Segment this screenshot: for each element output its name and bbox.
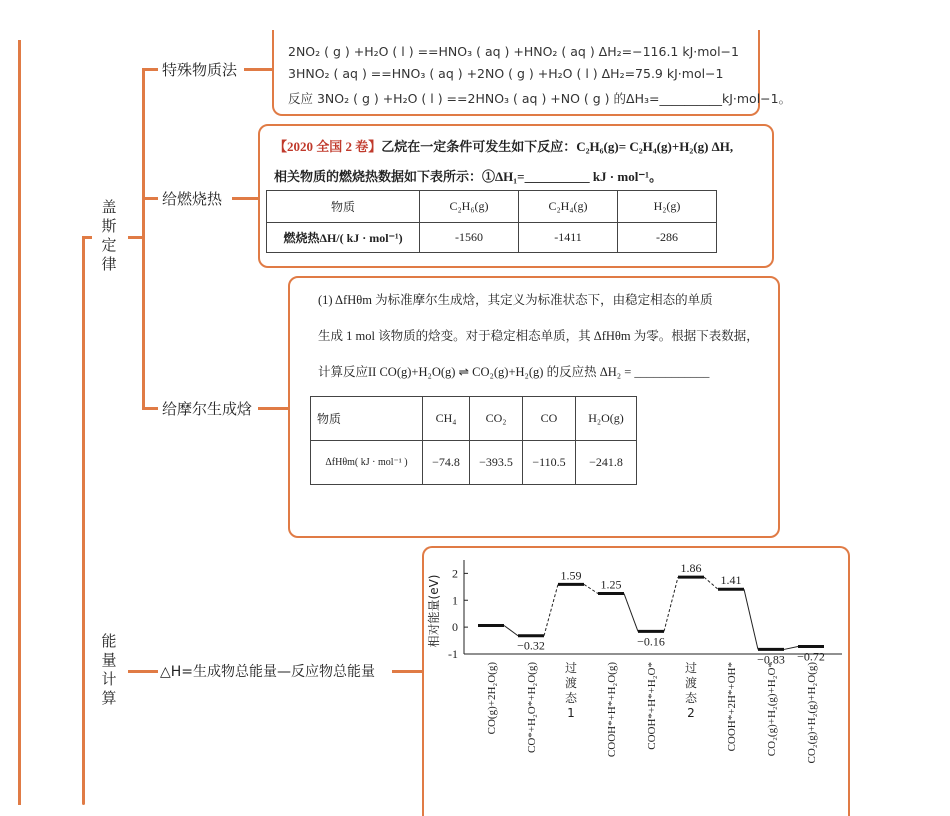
main-vertical-line xyxy=(18,40,21,805)
x-category-label: 2 xyxy=(687,706,695,720)
special-line-2: 3HNO₂ ( aq ) ==HNO₃ ( aq ) +2NO ( g ) +H₂O ( l ) ΔH₂=75.9 kJ·mol−1 xyxy=(288,66,724,81)
deltah-to-card xyxy=(392,670,422,673)
combustion-th-0: 物质 xyxy=(267,191,420,223)
y-tick-label: 2 xyxy=(452,566,458,581)
energy-value-label: −0.83 xyxy=(757,652,785,667)
energy-value-label: −0.32 xyxy=(517,638,545,653)
special-node: 特殊物质法 xyxy=(162,61,238,79)
energy-connector xyxy=(504,626,518,636)
formation-row-label: ΔfHθm( kJ · mol⁻¹ ) xyxy=(311,441,423,485)
formation-para-1: (1) ΔfHθm 为标准摩尔生成焓，其定义为标准状态下，由稳定相态的单质 xyxy=(318,293,713,307)
deltah-node: △H=生成物总能量—反应物总能量 xyxy=(160,664,376,680)
x-category-label: CO(g)+2H₂O(g) xyxy=(486,662,498,735)
x-category-label: 渡 xyxy=(564,676,578,690)
energy-connector xyxy=(544,584,558,635)
x-category-label: 过 xyxy=(684,661,698,675)
energy-connector xyxy=(744,589,758,649)
formation-node: 给摩尔生成焓 xyxy=(162,400,253,418)
formation-para-3: 计算反应II CO(g)+H₂O(g) ⇌ CO₂(g)+H₂(g) 的反应热 ΔH₂ = ____________ xyxy=(318,365,710,379)
x-category-label: CO₂(g)+H₂(g)+H₂O(g) xyxy=(806,662,818,764)
energy-value-label: 1.86 xyxy=(680,561,702,576)
energy-value-label: 1.25 xyxy=(600,577,622,592)
x-category-label: 渡 xyxy=(684,676,698,690)
combustion-question-2: 相关物质的燃烧热数据如下表所示：①ΔH₁=__________ kJ · mol⁻¹。 xyxy=(274,169,663,184)
energy-value-label: −0.16 xyxy=(637,634,665,649)
question-text: 乙烷在一定条件可发生如下反应：C₂H₆(g)= C₂H₄(g)+H₂(g) ΔH, xyxy=(381,139,734,154)
nengliang-label: 能量计算 xyxy=(101,632,117,707)
energy-connector xyxy=(624,594,638,632)
formation-table xyxy=(310,396,637,485)
nengliang-connector xyxy=(128,670,158,673)
energy-connector xyxy=(704,577,718,589)
combustion-th-2: C₂H₄(g) xyxy=(519,191,618,223)
formation-th-4: H₂O(g) xyxy=(576,397,637,441)
formation-para-2: 生成 1 mol 该物质的焓变。对于稳定相态单质，其 ΔfHθm 为零。根据下表数据， xyxy=(318,329,759,343)
formation-val-2: −110.5 xyxy=(523,441,576,485)
gaisi-connector xyxy=(82,236,92,239)
energy-card xyxy=(422,546,850,816)
formation-th-1: CH₄ xyxy=(423,397,470,441)
special-to-card xyxy=(244,68,272,71)
special-line-3: 反应 3NO₂ ( g ) +H₂O ( l ) ==2HNO₃ ( aq ) +NO ( g ) 的ΔH₃=__________kJ·mol−1。 xyxy=(288,91,792,106)
gaisi-label: 盖斯定律 xyxy=(101,198,117,273)
energy-connector xyxy=(784,646,798,649)
special-card xyxy=(272,30,792,116)
formation-th-3: CO xyxy=(523,397,576,441)
x-category-label: 态 xyxy=(684,691,698,705)
y-axis-label: 相对能量(eV) xyxy=(427,574,441,648)
gaisi-bracket-line xyxy=(82,236,85,805)
x-category-label: CO*+H₂O*+H₂O(g) xyxy=(526,662,538,753)
combustion-node: 给燃烧热 xyxy=(162,190,223,208)
combustion-card xyxy=(258,124,774,268)
x-category-label: 过 xyxy=(564,661,578,675)
energy-diagram xyxy=(424,548,848,810)
formation-th-2: CO₂ xyxy=(470,397,523,441)
combustion-val-0: -1560 xyxy=(420,223,519,253)
formation-val-1: −393.5 xyxy=(470,441,523,485)
branch-vertical xyxy=(142,68,145,410)
formation-card xyxy=(288,276,780,538)
energy-value-label: 1.41 xyxy=(720,573,742,588)
x-category-label: COOH*+H*+H₂O* xyxy=(646,662,658,750)
x-category-label: 1 xyxy=(567,706,575,720)
combustion-val-1: -1411 xyxy=(519,223,618,253)
x-category-label: COOH*+H*+H₂O(g) xyxy=(606,662,618,758)
combustion-th-1: C₂H₆(g) xyxy=(420,191,519,223)
combustion-to-card xyxy=(232,197,260,200)
gaisi-to-branches xyxy=(128,236,142,239)
combustion-table xyxy=(266,190,717,253)
y-tick-label: -1 xyxy=(448,647,458,661)
y-tick-label: 0 xyxy=(452,620,458,635)
branch-formation xyxy=(142,407,158,410)
formation-val-0: −74.8 xyxy=(423,441,470,485)
branch-combustion xyxy=(142,197,158,200)
formation-th-0: 物质 xyxy=(311,397,423,441)
formation-to-card xyxy=(258,407,288,410)
y-tick-label: 1 xyxy=(452,593,458,608)
formation-val-3: −241.8 xyxy=(576,441,637,485)
special-line-1: 2NO₂ ( g ) +H₂O ( l ) ==HNO₃ ( aq ) +HNO₂ ( aq ) ΔH₂=−116.1 kJ·mol−1 xyxy=(288,44,739,59)
x-category-label: COOH*+2H*+OH* xyxy=(726,662,738,752)
x-category-label: 态 xyxy=(564,691,578,705)
combustion-row-label: 燃烧热ΔH/( kJ · mol⁻¹) xyxy=(267,223,420,253)
branch-special xyxy=(142,68,158,71)
energy-connector xyxy=(584,584,598,593)
combustion-question-1 xyxy=(274,136,733,155)
combustion-th-3: H₂(g) xyxy=(618,191,717,223)
energy-connector xyxy=(664,577,678,631)
combustion-val-2: -286 xyxy=(618,223,717,253)
energy-value-label: 1.59 xyxy=(560,568,582,583)
energy-value-label: −0.72 xyxy=(797,649,825,664)
exam-tag: 【2020 全国 2 卷】 xyxy=(274,139,382,154)
x-category-label: CO₂(g)+H₂(g)+H₂O* xyxy=(766,662,778,757)
